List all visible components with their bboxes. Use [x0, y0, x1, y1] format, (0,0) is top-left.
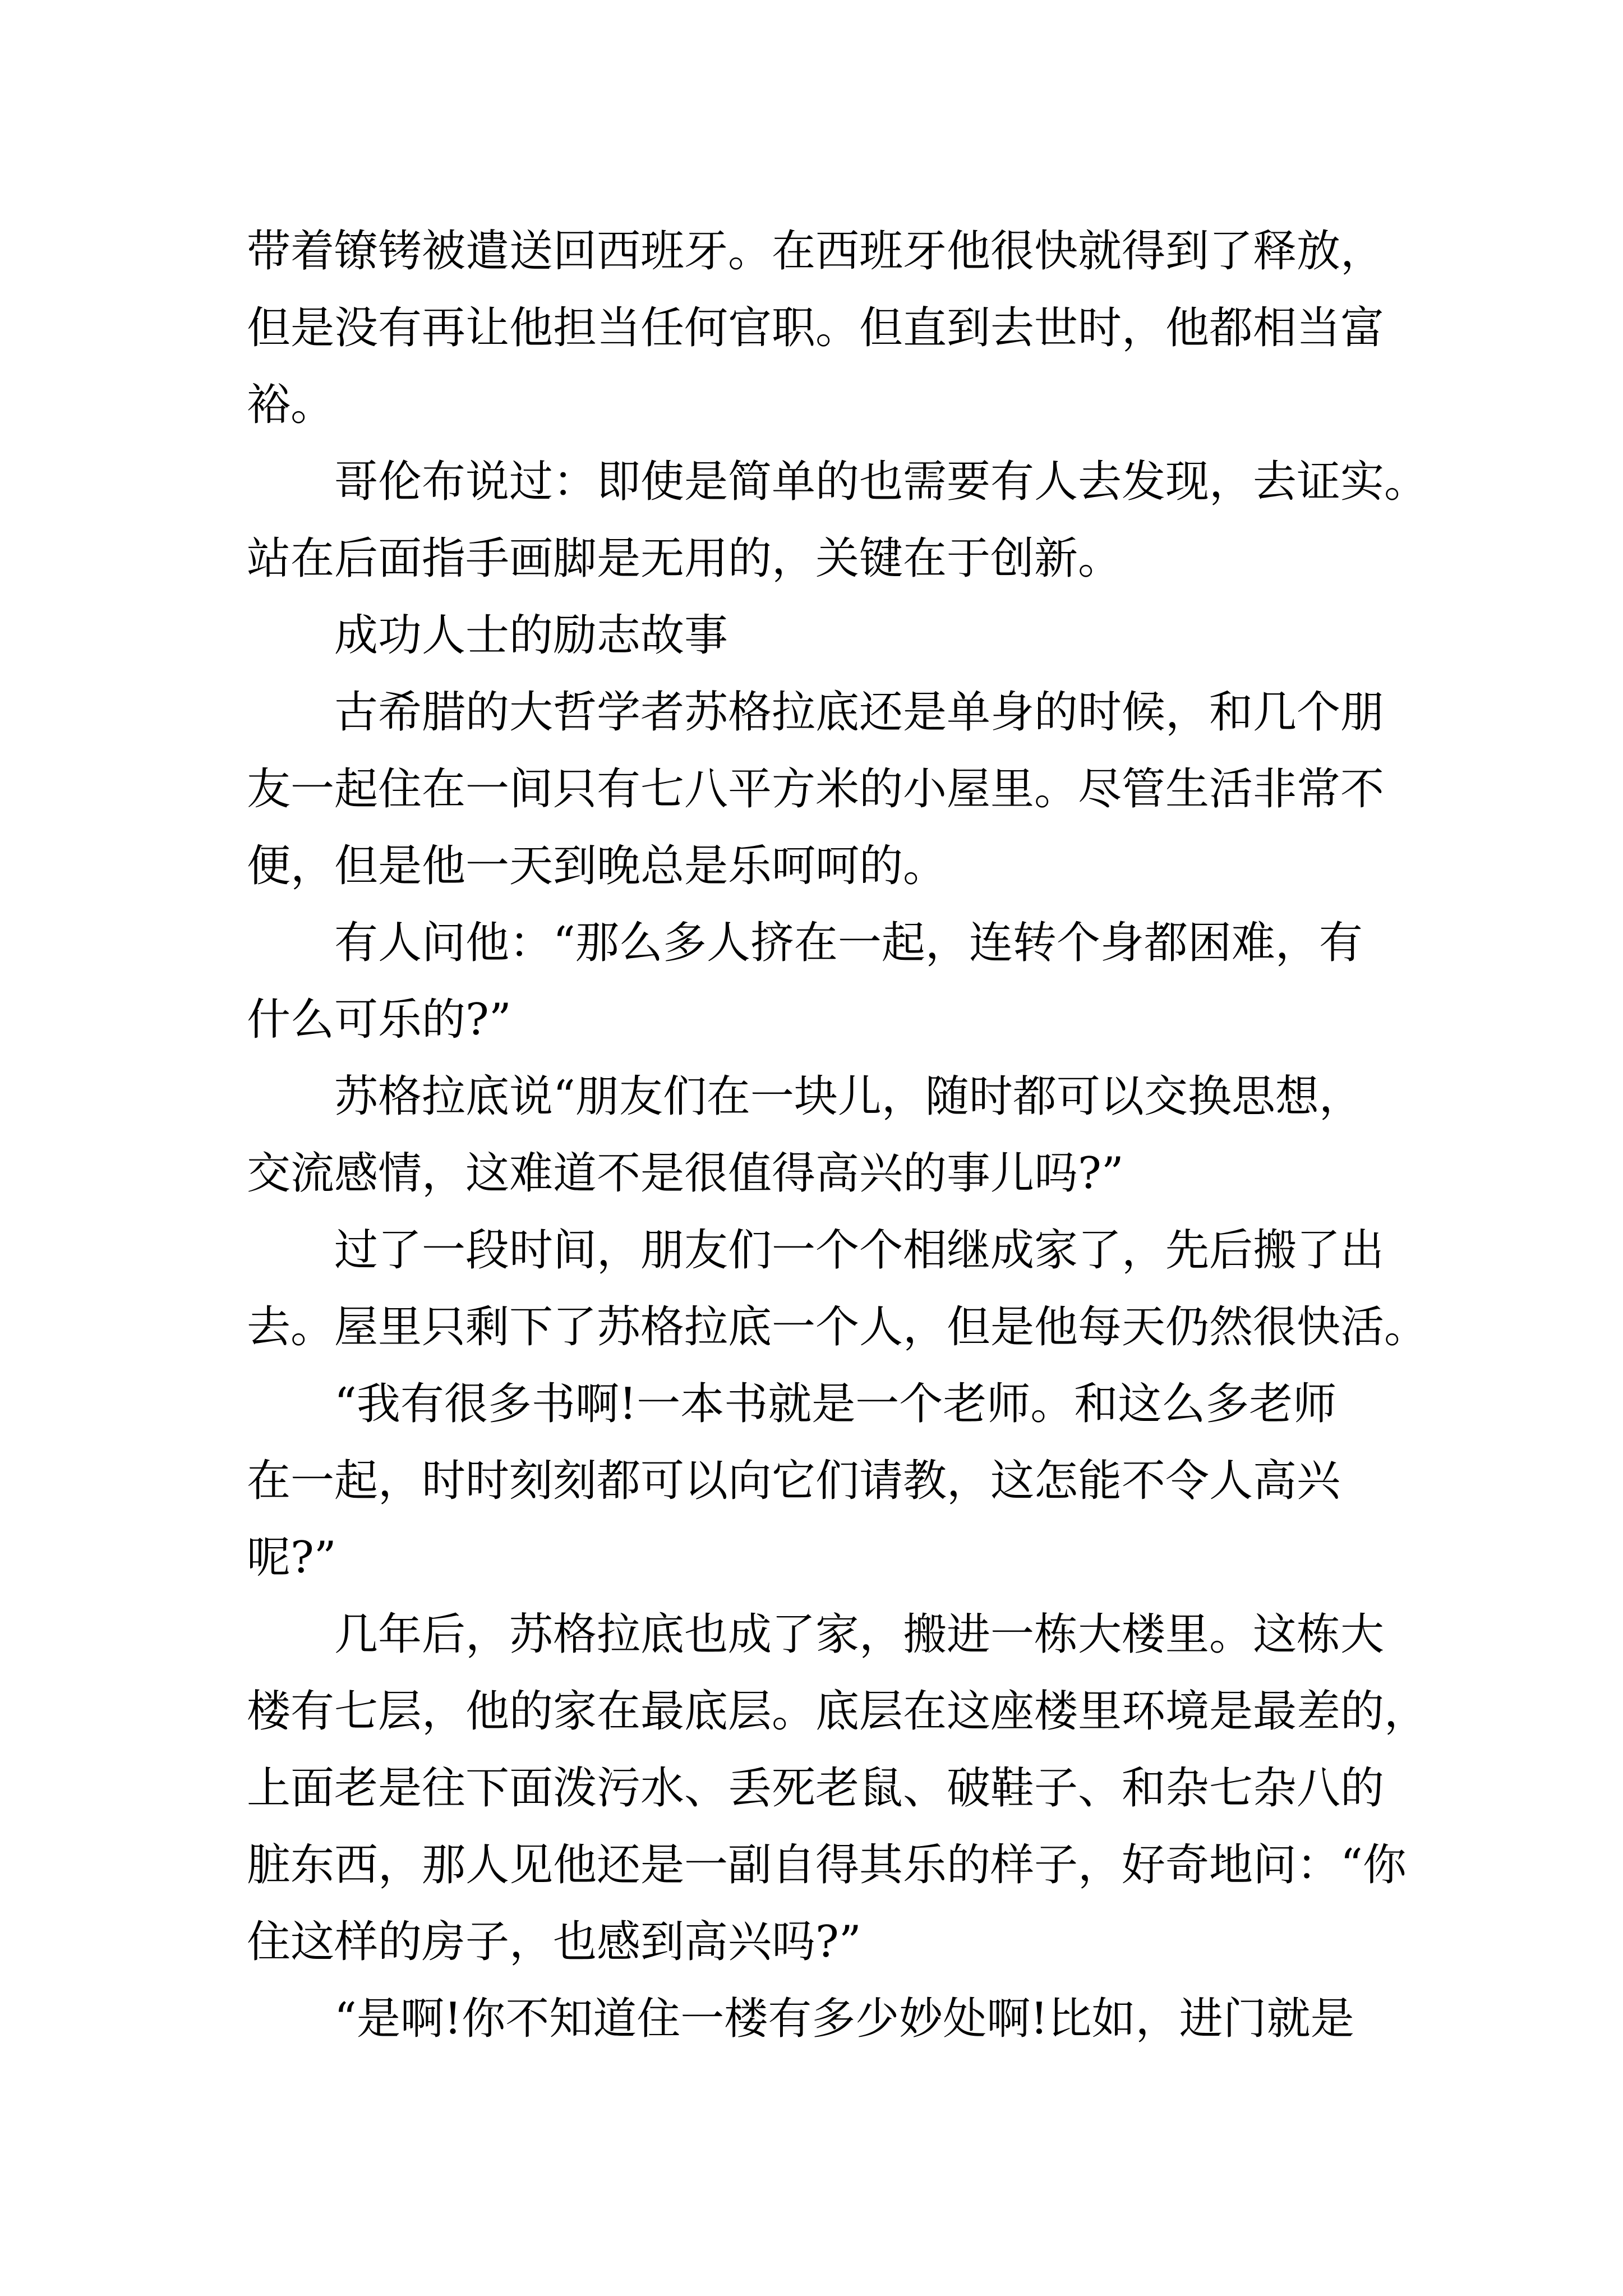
text-line: 什么可乐的?” — [247, 995, 511, 1045]
text-line: 上面老是往下面泼污水、丢死老鼠、破鞋子、和杂七杂八的 — [247, 1763, 1385, 1814]
text-line: 脏东西，那人见他还是一副自得其乐的样子，好奇地问：“你 — [247, 1840, 1407, 1890]
paragraph — [247, 905, 1385, 1059]
text-line: 去。屋里只剩下了苏格拉底一个人，但是他每天仍然很快活。 — [247, 1302, 1428, 1352]
text-line: 交流感情，这难道不是很值得高兴的事儿吗?” — [247, 1148, 1124, 1199]
text-line: 但是没有再让他担当任何官职。但直到去世时，他都相当富 — [247, 303, 1385, 353]
text-line: 有人问他：“那么多人挤在一起，连转个身都困难，有 — [334, 918, 1363, 968]
section-heading — [247, 597, 1385, 674]
text-line: 苏格拉底说“朋友们在一块儿，随时都可以交换思想， — [334, 1071, 1363, 1122]
text-line: 古希腊的大哲学者苏格拉底还是单身的时候，和几个朋 — [334, 687, 1385, 738]
text-line: 住这样的房子，也感到高兴吗?” — [247, 1917, 861, 1967]
paragraph — [247, 1212, 1428, 1366]
body-text — [247, 213, 1428, 2058]
text-line: 带着镣铐被遣送回西班牙。在西班牙他很快就得到了释放， — [247, 226, 1385, 277]
text-line: 裕。 — [247, 380, 335, 430]
paragraph — [247, 1059, 1385, 1212]
text-line: 楼有七层，他的家在最底层。底层在这座楼里环境是最差的， — [247, 1686, 1428, 1737]
text-line: 站在后面指手画脚是无用的，关键在于创新。 — [247, 533, 1122, 584]
text-line: “我有很多书啊!一本书就是一个老师。和这么多老师 — [334, 1379, 1337, 1429]
text-line: 几年后，苏格拉底也成了家，搬进一栋大楼里。这栋大 — [334, 1609, 1385, 1660]
paragraph — [247, 1981, 1385, 2058]
text-line: 哥伦布说过：即使是简单的也需要有人去发现，去证实。 — [334, 457, 1428, 507]
text-line: 便，但是他一天到晚总是乐呵呵的。 — [247, 841, 947, 891]
text-line: 友一起住在一间只有七八平方米的小屋里。尽管生活非常不 — [247, 764, 1385, 815]
paragraph — [247, 1366, 1385, 1596]
text-line: 成功人士的励志故事 — [334, 610, 728, 661]
text-line: 呢?” — [247, 1533, 336, 1583]
paragraph — [247, 213, 1385, 444]
text-line: 过了一段时间，朋友们一个个相继成家了，先后搬了出 — [334, 1225, 1385, 1276]
paragraph — [247, 444, 1428, 597]
paragraph — [247, 1596, 1428, 1981]
paragraph — [247, 674, 1385, 905]
text-line: 在一起，时时刻刻都可以向它们请教，这怎能不令人高兴 — [247, 1456, 1341, 1506]
text-line: “是啊!你不知道住一楼有多少妙处啊!比如，进门就是 — [334, 1994, 1354, 2044]
